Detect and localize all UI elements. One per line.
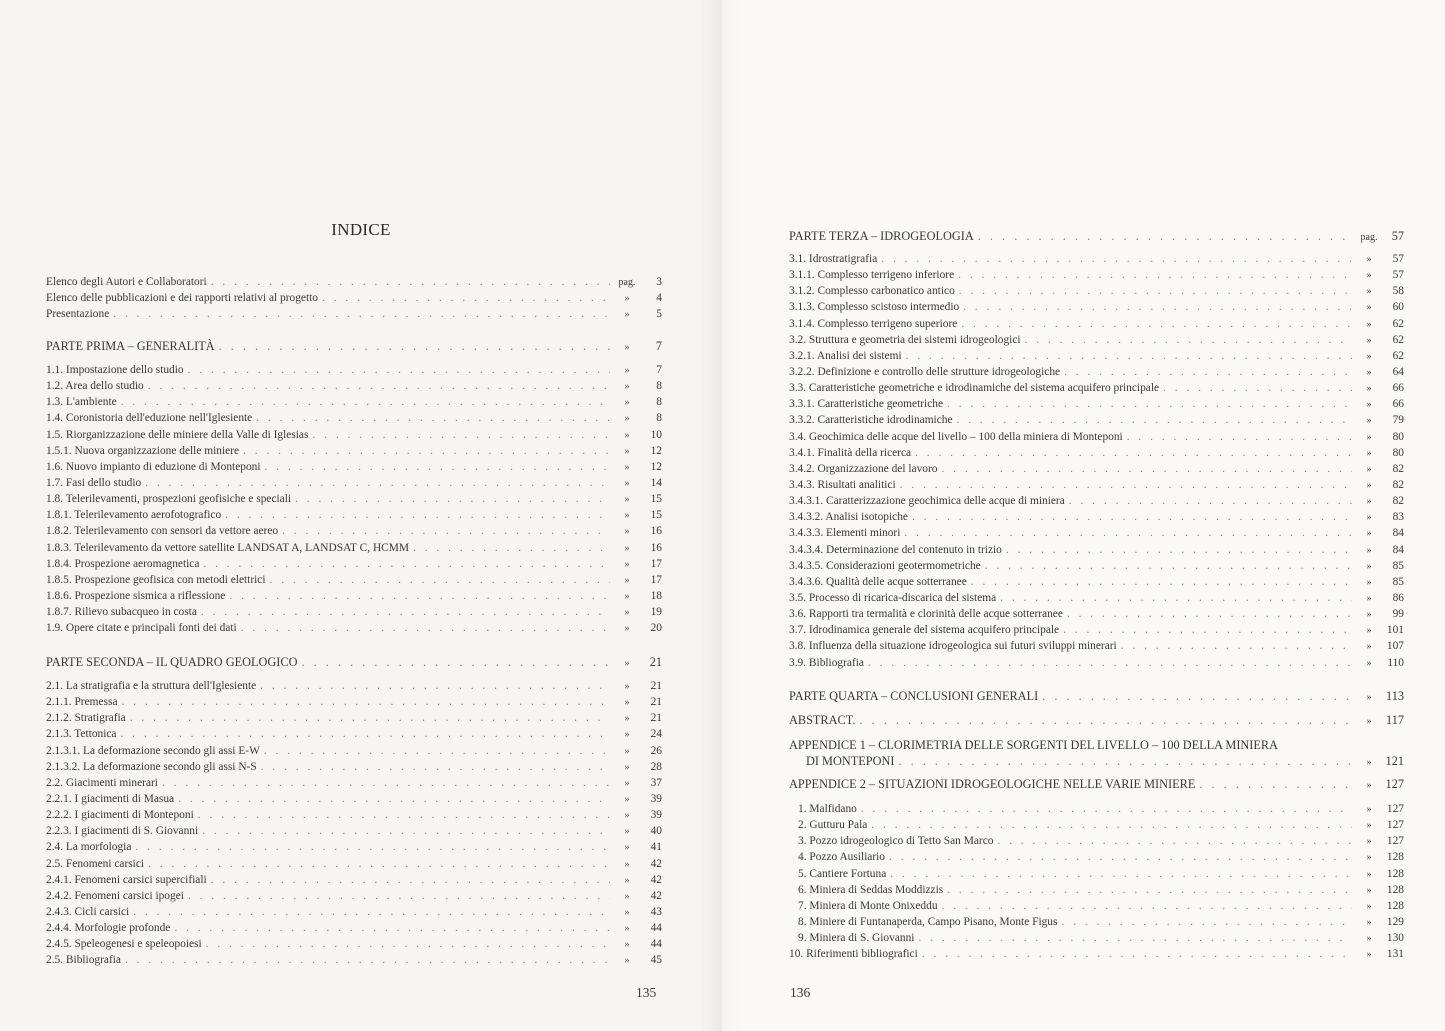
toc-entry: 3.1. Idrostratigrafia . . . » 57 <box>789 251 1404 267</box>
toc-entry: 1.8. Telerilevamenti, prospezioni geofisiche e speciali . . . » 15 <box>46 491 662 507</box>
toc-entry: 10. Riferimenti bibliografici . . . » 131 <box>789 946 1404 962</box>
left-page <box>0 0 722 1031</box>
toc-entry: 3.2.1. Analisi dei sistemi . . . » 62 <box>789 348 1404 364</box>
toc-entry: 2.4.3. Cicli carsici . . . » 43 <box>46 904 662 920</box>
toc-entry: 3.4.3. Risultati analitici . . . » 82 <box>789 477 1404 493</box>
front-matter-list <box>46 274 662 322</box>
toc-entry: 2.4.1. Fenomeni carsici supercifiali . . . » 42 <box>46 872 662 888</box>
toc-entry: 3.1.2. Complesso carbonatico antico . . . » 58 <box>789 283 1404 299</box>
toc-entry: 3.4.2. Organizzazione del lavoro . . . » 82 <box>789 461 1404 477</box>
toc-entry: 2.4.2. Fenomeni carsici ipogei . . . » 42 <box>46 888 662 904</box>
toc-entry: 1.9. Opere citate e principali fonti dei dati . . . » 20 <box>46 620 662 636</box>
toc-entry: 2.4.5. Speleogenesi e speleopoiesi . . . » 44 <box>46 936 662 952</box>
toc-entry: 2.1.3.1. La deformazione secondo gli assi E-W . . . » 26 <box>46 743 662 759</box>
toc-entry: 3. Pozzo idrogeologico di Tetto San Marco . . . » 127 <box>789 833 1404 849</box>
appendix-2-list <box>789 801 1404 962</box>
toc-entry: 1.2. Area dello studio . . . » 8 <box>46 378 662 394</box>
toc-entry: 1.8.5. Prospezione geofisica con metodi elettrici . . . » 17 <box>46 572 662 588</box>
page-number: 136 <box>790 985 811 1000</box>
toc-entry: 3.7. Idrodinamica generale del sistema acquifero principale . . . » 101 <box>789 622 1404 638</box>
toc-entry: 4. Pozzo Ausiliario . . . » 128 <box>789 849 1404 865</box>
toc-entry: 5. Cantiere Fortuna . . . » 128 <box>789 866 1404 882</box>
toc-entry: 1.5. Riorganizzazione delle miniere della Valle di Iglesias . . . » 10 <box>46 427 662 443</box>
toc-entry: Elenco delle pubblicazioni e dei rapporti relativi al progetto . . . » 4 <box>46 290 662 306</box>
toc-entry: 1.8.3. Telerilevamento da vettore satellite LANDSAT A, LANDSAT C, HCMM . . . » 16 <box>46 540 662 556</box>
toc-entry: 3.4.3.1. Caratterizzazione geochimica delle acque di miniera . . . » 82 <box>789 493 1404 509</box>
toc-entry: 1.7. Fasi dello studio . . . » 14 <box>46 475 662 491</box>
appendix-1-heading <box>789 737 1404 769</box>
toc-entry: 2.2. Giacimenti minerari . . . » 37 <box>46 775 662 791</box>
toc-part-entry: PARTE PRIMA – GENERALITÀ . . . » 7 <box>46 338 662 354</box>
toc-entry: 3.4. Geochimica delle acque del livello – 100 della miniera di Monteponi . . . » 80 <box>789 429 1404 445</box>
toc-entry: 3.1.4. Complesso terrigeno superiore . . . » 62 <box>789 316 1404 332</box>
toc-part-entry: PARTE SECONDA – IL QUADRO GEOLOGICO . . . » 21 <box>46 654 662 670</box>
toc-entry: 1.1. Impostazione dello studio . . . » 7 <box>46 362 662 378</box>
toc-entry: Presentazione . . . » 5 <box>46 306 662 322</box>
toc-entry: 6. Miniera di Seddas Moddizzis . . . » 128 <box>789 882 1404 898</box>
toc-entry: 2. Gutturu Pala . . . » 127 <box>789 817 1404 833</box>
book-gutter <box>700 0 744 1031</box>
toc-entry: 8. Miniere di Funtanaperda, Campo Pisano, Monte Figus . . . » 129 <box>789 914 1404 930</box>
toc-entry: 3.3.1. Caratteristiche geometriche . . . » 66 <box>789 396 1404 412</box>
toc-entry: 2.2.3. I giacimenti di S. Giovanni . . . » 40 <box>46 823 662 839</box>
toc-entry: 3.4.3.4. Determinazione del contenuto in trizio . . . » 84 <box>789 542 1404 558</box>
toc-entry: 3.1.1. Complesso terrigeno inferiore . . . » 57 <box>789 267 1404 283</box>
toc-entry: 3.4.3.3. Elementi minori . . . » 84 <box>789 525 1404 541</box>
toc-entry: 2.5. Fenomeni carsici . . . » 42 <box>46 856 662 872</box>
toc-entry: 2.2.1. I giacimenti di Masua . . . » 39 <box>46 791 662 807</box>
toc-part-entry: PARTE QUARTA – CONCLUSIONI GENERALI . . . » 113 <box>789 688 1404 704</box>
part2-list <box>46 678 662 969</box>
toc-entry: Elenco degli Autori e Collaboratori . . . pag. 3 <box>46 274 662 290</box>
part-heading <box>789 228 1404 244</box>
appendix-2-heading <box>789 776 1404 792</box>
toc-entry: 3.4.3.6. Qualità delle acque sotterranee . . . » 85 <box>789 574 1404 590</box>
toc-part-entry: APPENDICE 2 – SITUAZIONI IDROGEOLOGICHE NELLE VARIE MINIERE . . . » 127 <box>789 776 1404 792</box>
toc-entry: 2.1.3.2. La deformazione secondo gli assi N-S . . . » 28 <box>46 759 662 775</box>
toc-entry: 3.2.2. Definizione e controllo delle strutture idrogeologiche . . . » 64 <box>789 364 1404 380</box>
toc-entry: 2.4.4. Morfologie profonde . . . » 44 <box>46 920 662 936</box>
part1-list <box>46 362 662 636</box>
toc-entry: 3.5. Processo di ricarica-discarica del sistema . . . » 86 <box>789 590 1404 606</box>
toc-entry: 3.4.1. Finalità della ricerca . . . » 80 <box>789 445 1404 461</box>
toc-entry: 1.8.6. Prospezione sismica a riflessione . . . » 18 <box>46 588 662 604</box>
toc-entry: 2.1.1. Premessa . . . » 21 <box>46 694 662 710</box>
toc-entry: 2.1. La stratigrafia e la struttura dell'Iglesiente . . . » 21 <box>46 678 662 694</box>
toc-entry: 1. Malfidano . . . » 127 <box>789 801 1404 817</box>
toc-entry: 1.3. L'ambiente . . . » 8 <box>46 394 662 410</box>
part-heading <box>46 338 662 354</box>
toc-entry: 3.2. Struttura e geometria dei sistemi idrogeologici . . . » 62 <box>789 332 1404 348</box>
page-number: 135 <box>636 985 657 1000</box>
toc-entry: 1.6. Nuovo impianto di eduzione di Monteponi . . . » 12 <box>46 459 662 475</box>
toc-entry: 1.8.7. Rilievo subacqueo in costa . . . » 19 <box>46 604 662 620</box>
part3-list <box>789 251 1404 671</box>
toc-entry: 1.4. Coronistoria dell'eduzione nell'Iglesiente . . . » 8 <box>46 410 662 426</box>
toc-entry: 1.8.4. Prospezione aeromagnetica . . . » 17 <box>46 556 662 572</box>
toc-entry: 9. Miniera di S. Giovanni . . . » 130 <box>789 930 1404 946</box>
page-title: INDICE <box>331 220 391 239</box>
toc-entry: 2.5. Bibliografia . . . » 45 <box>46 952 662 968</box>
toc-entry: 2.1.3. Tettonica . . . » 24 <box>46 726 662 742</box>
right-page <box>722 0 1445 1031</box>
toc-entry: 3.8. Influenza della situazione idrogeologica sui futuri sviluppi minerari . . . » 107 <box>789 638 1404 654</box>
toc-entry: 1.8.1. Telerilevamento aerofotografico . . . » 15 <box>46 507 662 523</box>
toc-part-entry: DI MONTEPONI . . . » 121 <box>789 753 1404 769</box>
toc-entry: 3.1.3. Complesso scistoso intermedio . . . » 60 <box>789 299 1404 315</box>
toc-entry: 1.5.1. Nuova organizzazione delle miniere . . . » 12 <box>46 443 662 459</box>
toc-entry: 3.4.3.2. Analisi isotopiche . . . » 83 <box>789 509 1404 525</box>
abstract-heading <box>789 712 1404 728</box>
toc-part-entry: APPENDICE 1 – CLORIMETRIA DELLE SORGENTI DEL LIVELLO – 100 DELLA MINIERA <box>789 738 1278 752</box>
toc-entry: 2.2.2. I giacimenti di Monteponi . . . » 39 <box>46 807 662 823</box>
toc-entry: 3.4.3.5. Considerazioni geotermometriche . . . » 85 <box>789 558 1404 574</box>
toc-entry: 3.3.2. Caratteristiche idrodinamiche . . . » 79 <box>789 412 1404 428</box>
toc-part-entry: ABSTRACT. . . . » 117 <box>789 712 1404 728</box>
toc-entry: 3.3. Caratteristiche geometriche e idrodinamiche del sistema acquifero principale . . . » 66 <box>789 380 1404 396</box>
toc-entry: 7. Miniera di Monte Onixeddu . . . » 128 <box>789 898 1404 914</box>
toc-entry: 3.6. Rapporti tra termalità e clorinità delle acque sotterranee . . . » 99 <box>789 606 1404 622</box>
toc-entry: 2.1.2. Stratigrafia . . . » 21 <box>46 710 662 726</box>
toc-entry: 1.8.2. Telerilevamento con sensori da vettore aereo . . . » 16 <box>46 523 662 539</box>
toc-part-entry: PARTE TERZA – IDROGEOLOGIA . . . pag. 57 <box>789 228 1404 244</box>
part-heading <box>789 688 1404 704</box>
toc-entry: 3.9. Bibliografia . . . » 110 <box>789 655 1404 671</box>
toc-entry: 2.4. La morfologia . . . » 41 <box>46 839 662 855</box>
part-heading <box>46 654 662 670</box>
